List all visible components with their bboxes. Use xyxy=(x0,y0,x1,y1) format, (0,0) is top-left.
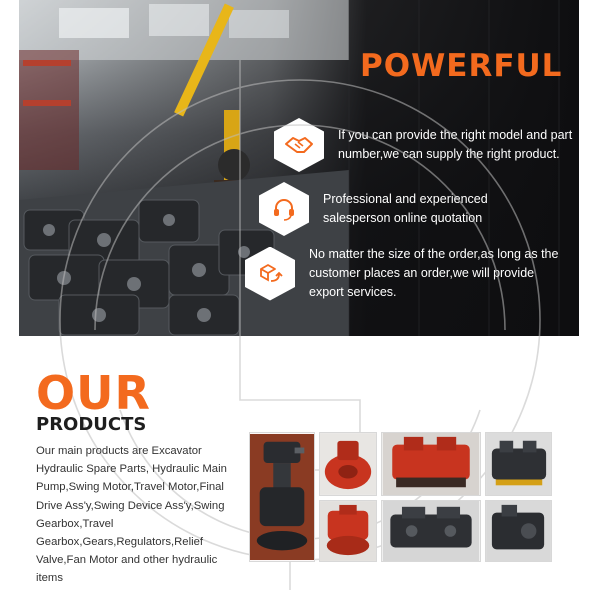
powerful-heading: POWERFUL xyxy=(360,48,563,84)
products-description: Our main products are Excavator Hydraulic Spare Parts, Hydraulic Main Pump,Swing Motor,Travel Motor,Final Drive Ass'y,Swing Device Ass'y,Swing Gearbox,Travel Gearbox,Gears,Regulators,Relief Valve,Fan Motor and other hydraulic items xyxy=(36,445,227,585)
travel-motor-photo xyxy=(319,432,377,496)
feature-export-services xyxy=(245,245,579,302)
swing-device-photo xyxy=(249,432,315,562)
feature-online-quotation xyxy=(259,182,579,236)
hero-banner xyxy=(19,0,579,336)
handshake-icon xyxy=(274,118,324,172)
black-gear-pump-photo xyxy=(485,500,552,562)
black-hydraulic-pump-photo xyxy=(485,432,552,496)
products-heading: PRODUCTS xyxy=(36,414,147,435)
feature-text: Professional and experienced salesperson online quotation xyxy=(323,192,488,225)
black-main-pump-photo xyxy=(381,500,481,562)
red-hydraulic-pump-photo xyxy=(381,432,481,496)
feature-text: If you can provide the right model and part number,we can supply the right product. xyxy=(338,128,573,161)
red-final-drive-photo xyxy=(319,500,377,562)
our-heading: OUR xyxy=(36,366,151,420)
headset-icon xyxy=(259,182,309,236)
feature-text: No matter the size of the order,as long as the customer places an order,we will provide export services. xyxy=(309,247,559,299)
feature-right-model xyxy=(274,118,579,172)
export-box-icon xyxy=(245,247,295,301)
